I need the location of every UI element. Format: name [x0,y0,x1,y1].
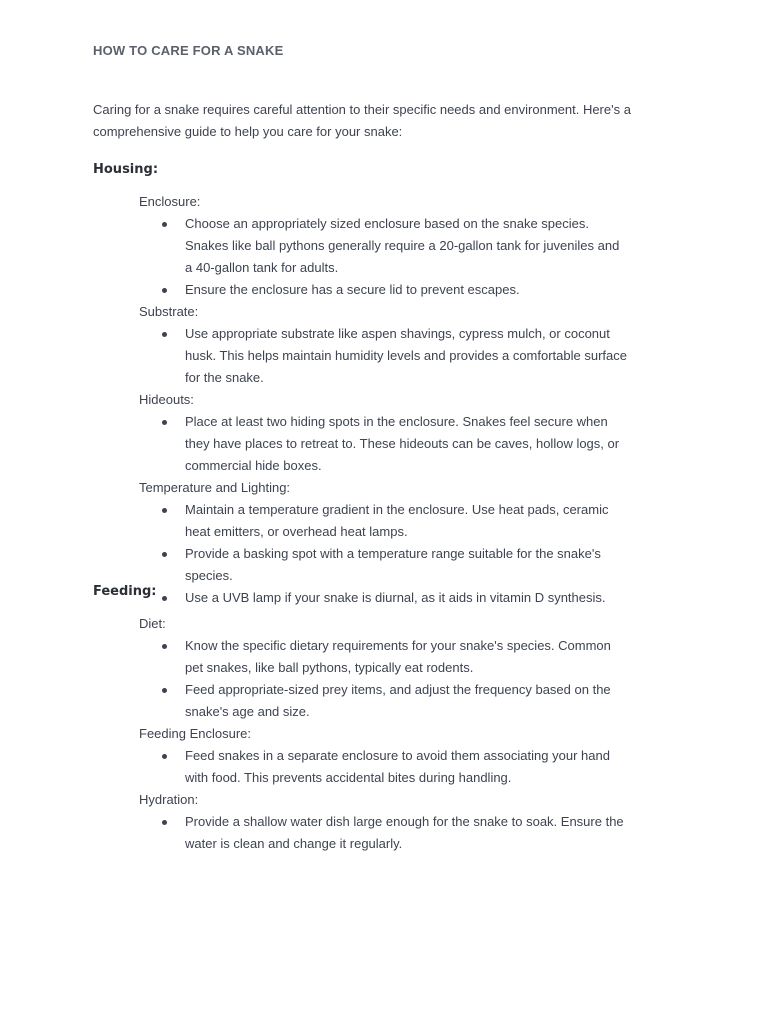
bullet-icon [162,552,167,557]
list-item-text: Maintain a temperature gradient in the enclosure. Use heat pads, ceramic heat emitters, or overhead heat lamps. [185,502,609,539]
bullet-icon [162,688,167,693]
subsection-hydration [139,789,683,855]
list-item-text: Choose an appropriately sized enclosure based on the snake species. Snakes like ball pythons generally require a 20-gallon tank for juveniles and a 40-gallon tank for adults. [185,216,620,275]
list-item [139,213,629,279]
section-heading-housing: Housing: [93,162,159,177]
section-heading-feeding: Feeding: [93,584,157,599]
list-item-text: Place at least two hiding spots in the enclosure. Snakes feel secure when they have places to retreat to. These hideouts can be caves, hollow logs, or commercial hide boxes. [185,414,620,473]
intro-paragraph: Caring for a snake requires careful attention to their specific needs and environment. Here's a comprehensive guide to help you care for your snake: [93,102,631,139]
list-item-text: Feed appropriate-sized prey items, and adjust the frequency based on the snake's age and size. [185,682,611,719]
section-housing [93,160,683,609]
bullet-icon [162,420,167,425]
subsection-enclosure [139,191,683,301]
list-item [139,811,629,855]
bullet-list [139,635,683,723]
list-item [139,323,629,389]
list-item-text: Ensure the enclosure has a secure lid to prevent escapes. [185,282,520,297]
subsection-heading-enclosure: Enclosure: [139,194,201,209]
document-title: HOW TO CARE FOR A SNAKE [93,43,284,58]
list-item [139,635,629,679]
list-item-text: Provide a shallow water dish large enough for the snake to soak. Ensure the water is clean and change it regularly. [185,814,624,851]
bullet-list [139,811,683,855]
subsection-heading-diet: Diet: [139,616,166,631]
bullet-icon [162,508,167,513]
subsection-feeding-enclosure [139,723,683,789]
bullet-icon [162,820,167,825]
list-item [139,679,629,723]
section-feeding [93,582,683,855]
list-item [139,279,629,301]
subsection-heading-temperature-lighting: Temperature and Lighting: [139,480,291,495]
list-item [139,745,629,789]
subsection-substrate [139,301,683,389]
list-item [139,499,629,543]
subsection-diet [139,613,683,723]
bullet-list [139,411,683,477]
bullet-list [139,213,683,301]
list-item [139,411,629,477]
list-item [139,543,629,587]
bullet-icon [162,288,167,293]
bullet-list [139,745,683,789]
bullet-icon [162,644,167,649]
bullet-icon [162,754,167,759]
subsection-heading-feeding-enclosure: Feeding Enclosure: [139,726,252,741]
list-item-text: Provide a basking spot with a temperature range suitable for the snake's species. [185,546,601,583]
subsection-heading-hydration: Hydration: [139,792,199,807]
subsection-hideouts [139,389,683,477]
subsection-heading-hideouts: Hideouts: [139,392,194,407]
bullet-icon [162,332,167,337]
subsection-heading-substrate: Substrate: [139,304,199,319]
bullet-icon [162,222,167,227]
list-item-text: Know the specific dietary requirements for your snake's species. Common pet snakes, like ball pythons, typically eat rodents. [185,638,611,675]
list-item-text: Feed snakes in a separate enclosure to avoid them associating your hand with food. This prevents accidental bites during handling. [185,748,610,785]
list-item-text: Use a UVB lamp if your snake is diurnal, as it aids in vitamin D synthesis. [185,590,606,605]
bullet-list [139,323,683,389]
list-item-text: Use appropriate substrate like aspen shavings, cypress mulch, or coconut husk. This helps maintain humidity levels and provides a comfortable surface for the snake. [185,326,627,385]
